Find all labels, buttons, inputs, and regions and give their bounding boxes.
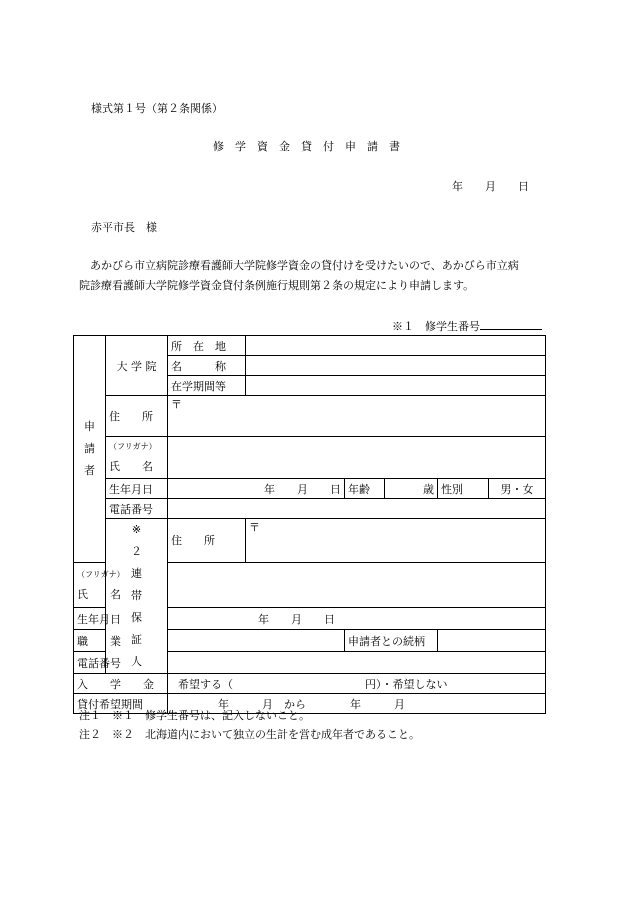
row-admission xyxy=(74,674,546,694)
univ-name-field[interactable] xyxy=(246,356,546,376)
gender-label: 性別 xyxy=(438,479,489,499)
occupation-field[interactable] xyxy=(168,630,345,652)
age-field[interactable]: 歳 xyxy=(385,479,438,499)
phone-field[interactable] xyxy=(168,499,546,519)
g-name-label-cell xyxy=(74,562,125,607)
g-phone-label: 電話番号 xyxy=(74,652,106,674)
enrollment-field[interactable] xyxy=(246,376,546,396)
relation-label: 申請者との続柄 xyxy=(345,630,438,652)
univ-name-label: 名 称 xyxy=(168,356,246,376)
row-g-address xyxy=(74,519,546,563)
note-1: 注１ ※１ 修学生番号は、記入しないこと。 xyxy=(79,709,310,722)
g-dob-label: 生年月日 xyxy=(74,608,106,630)
phone-label: 電話番号 xyxy=(106,499,168,519)
student-number xyxy=(392,319,542,334)
age-label: 年齢 xyxy=(345,479,385,499)
postal-mark: 〒 xyxy=(171,398,182,411)
application-form-table xyxy=(73,335,546,714)
g-address-label: 住 所 xyxy=(168,519,246,563)
g-dob-field[interactable]: 年 月 日 xyxy=(168,608,546,630)
gender-field[interactable]: 男・女 xyxy=(489,479,546,499)
row-address xyxy=(74,396,546,437)
intro-line-1: あかびら市立病院診療看護師大学院修学資金の貸付けを受けたいので、あかびら市立病 xyxy=(90,259,519,272)
applicant-group-label: 申 請 者 xyxy=(74,336,106,563)
location-label: 所 在 地 xyxy=(168,336,246,356)
period-field[interactable]: 年 月 から 年 月 xyxy=(168,694,546,714)
g-phone-field[interactable] xyxy=(168,652,546,674)
name-label-cell xyxy=(106,437,168,479)
g-postal-mark: 〒 xyxy=(249,521,260,534)
row-name xyxy=(74,437,546,479)
admission-label: 入 学 金 xyxy=(74,674,168,694)
g-address-field[interactable] xyxy=(246,519,546,563)
guarantor-group-label: ※ ２ 連 帯 保 証 人 xyxy=(106,519,168,674)
occupation-label: 職 業 xyxy=(74,630,106,652)
location-field[interactable] xyxy=(246,336,546,356)
addressee: 赤平市長 様 xyxy=(91,221,157,234)
student-number-label: ※１ 修学生番号 xyxy=(392,320,480,333)
g-furigana-label: （フリガナ） xyxy=(77,569,125,579)
period-label: 貸付希望期間 xyxy=(74,694,168,714)
date-line: 年 月 日 xyxy=(452,180,529,193)
enrollment-label: 在学期間等 xyxy=(168,376,246,396)
student-number-field[interactable] xyxy=(480,319,542,330)
document-title: 修 学 資 金 貸 付 申 請 書 xyxy=(213,140,400,153)
dob-field[interactable]: 年 月 日 xyxy=(168,479,345,499)
address-label: 住 所 xyxy=(106,396,168,437)
furigana-label: （フリガナ） xyxy=(109,442,157,451)
relation-field[interactable] xyxy=(438,630,546,652)
note-2: 注２ ※２ 北海道内において独立の生計を営む成年者であること。 xyxy=(79,728,420,741)
admission-field[interactable]: 希望する（ 円）・希望しない xyxy=(168,674,546,694)
row-univ-location xyxy=(74,336,546,356)
row-phone xyxy=(74,499,546,519)
row-dob xyxy=(74,479,546,499)
person-name-label: 氏 名 xyxy=(109,460,153,473)
g-name-field[interactable] xyxy=(168,562,546,607)
address-field[interactable] xyxy=(168,396,546,437)
g-name-label: 氏 名 xyxy=(77,587,121,601)
intro-line-2: 院診療看護師大学院修学資金貸付条例施行規則第２条の規定により申請します。 xyxy=(79,279,475,292)
form-number: 様式第１号（第２条関係） xyxy=(91,102,223,115)
name-field[interactable] xyxy=(168,437,546,479)
university-label: 大 学 院 xyxy=(106,336,168,396)
dob-label: 生年月日 xyxy=(106,479,168,499)
